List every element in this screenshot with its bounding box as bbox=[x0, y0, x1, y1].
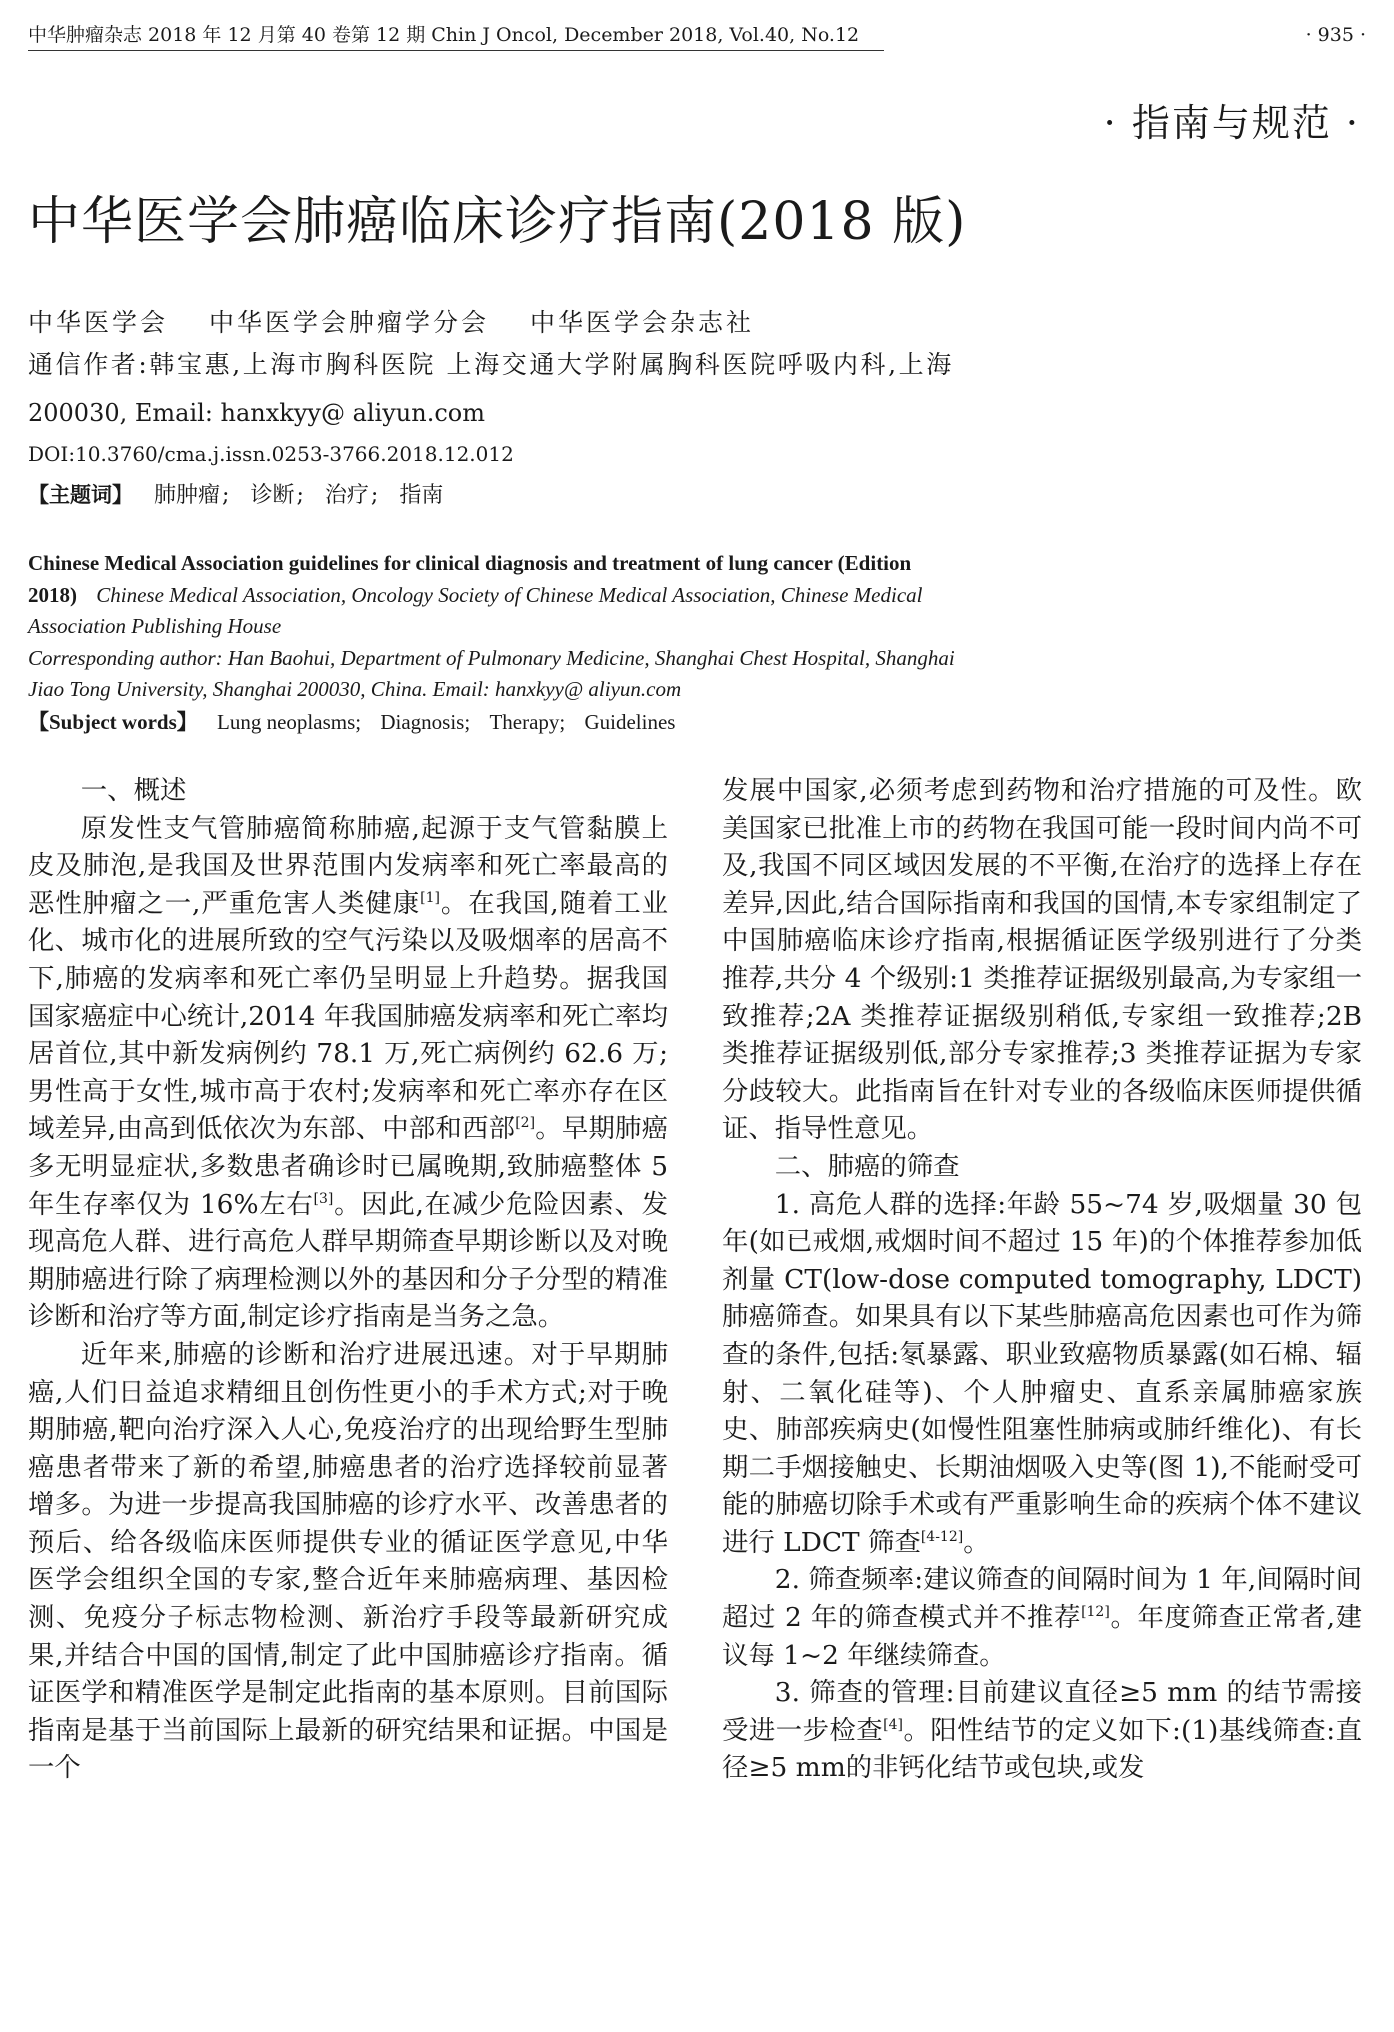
english-corr-line-2: Jiao Tong University, Shanghai 200030, China. Email: hanxkyy@ aliyun.com bbox=[28, 677, 682, 701]
correspondence-line-2: 200030, Email: hanxkyy@ aliyun.com bbox=[28, 399, 485, 427]
citation: [3] bbox=[313, 1190, 334, 1207]
english-authors: Chinese Medical Association, Oncology Society of Chinese Medical Association, Chinese Medical bbox=[96, 583, 923, 607]
paragraph-screening-1: 1. 高危人群的选择:年龄 55~74 岁,吸烟量 30 包年(如已戒烟,戒烟时间不超过 15 年)的个体推荐参加低剂量 CT(low-dose computed tomography, LDCT)肺癌筛查。如果具有以下某些肺癌高危因素也可作为筛查的条件,包括:氡暴露、职业致癌物质暴露(如石棉、辐射、二氧化硅等)、个人肿瘤史、直系亲属肺癌家族史、肺部疾病史(如慢性阻塞性肺病或肺纤维化)、有长期二手烟接触史、长期油烟吸入史等(图 1),不能耐受可能的肺癌切除手术或有严重影响生命的疾病个体不建议进行 LDCT 筛查[4-12]。 bbox=[722, 1188, 1362, 1558]
section-tag: · 指南与规范 · bbox=[1103, 101, 1360, 145]
body-column-right bbox=[722, 772, 1362, 1787]
english-keywords bbox=[28, 707, 1118, 738]
article-title: 中华医学会肺癌临床诊疗指南(2018 版) bbox=[28, 192, 967, 252]
author-1: 中华医学会 bbox=[28, 308, 169, 337]
english-correspondence bbox=[28, 643, 1118, 705]
journal-citation: 中华肿瘤杂志 2018 年 12 月第 40 卷第 12 期 Chin J Oncol, December 2018, Vol.40, No.12 bbox=[28, 24, 860, 46]
english-title-cont bbox=[28, 580, 1118, 642]
header-divider bbox=[28, 50, 884, 51]
citation: [4-12] bbox=[920, 1529, 964, 1546]
author-2: 中华医学会肿瘤学分会 bbox=[208, 308, 489, 337]
keyword: 诊断 bbox=[250, 483, 295, 508]
citation: [12] bbox=[1081, 1604, 1110, 1621]
doi: DOI:10.3760/cma.j.issn.0253-3766.2018.12.012 bbox=[28, 442, 514, 466]
keywords-label: 【主题词】 bbox=[28, 483, 133, 507]
paragraph-overview-2: 近年来,肺癌的诊断和治疗进展迅速。对于早期肺癌,人们日益追求精细且创伤性更小的手术方式;对于晚期肺癌,靶向治疗深入人心,免疫治疗的出现给野生型肺癌患者带来了新的希望,肺癌患者的治疗选择较前显著增多。为进一步提高我国肺癌的诊疗水平、改善患者的预后、给各级临床医师提供专业的循证医学意见,中华医学会组织全国的专家,整合近年来肺癌病理、基因检测、免疫分子标志物检测、新治疗手段等最新研究成果,并结合中国的国情,制定了此中国肺癌诊疗指南。循证医学和精准医学是制定此指南的基本原则。目前国际指南是基于当前国际上最新的研究结果和证据。中国是一个 bbox=[28, 1338, 668, 1784]
body-column-left bbox=[28, 772, 668, 1787]
citation: [2] bbox=[515, 1115, 536, 1132]
citation: [1] bbox=[420, 889, 440, 906]
english-corr-line-1: Corresponding author: Han Baohui, Department of Pulmonary Medicine, Shanghai Chest Hospital, Shanghai bbox=[28, 646, 955, 670]
english-keyword: Guidelines bbox=[584, 710, 676, 734]
citation: [4] bbox=[883, 1717, 903, 1734]
section-heading-screening: 二、肺癌的筛查 bbox=[774, 1150, 960, 1182]
english-authors-cont: Association Publishing House bbox=[28, 614, 282, 638]
correspondence-line-1: 通信作者:韩宝惠,上海市胸科医院 上海交通大学附属胸科医院呼吸内科,上海 bbox=[28, 350, 954, 379]
author-list bbox=[28, 306, 1118, 340]
english-keyword: Lung neoplasms; bbox=[217, 710, 362, 734]
paragraph-screening-2: 2. 筛查频率:建议筛查的间隔时间为 1 年,间隔时间超过 2 年的筛查模式并不推荐[12]。年度筛查正常者,建议每 1~2 年继续筛查。 bbox=[722, 1564, 1362, 1671]
english-title: Chinese Medical Association guidelines for clinical diagnosis and treatment of lung cancer (Edition bbox=[28, 551, 912, 575]
keyword: 肺肿瘤 bbox=[154, 483, 221, 508]
page-number: · 935 · bbox=[1305, 24, 1366, 46]
english-keyword: Therapy; bbox=[489, 710, 566, 734]
paragraph-screening-3: 3. 筛查的管理:目前建议直径≥5 mm 的结节需接受进一步检查[4]。阳性结节的定义如下:(1)基线筛查:直径≥5 mm的非钙化结节或包块,或发 bbox=[722, 1677, 1362, 1784]
section-heading-overview: 一、概述 bbox=[80, 775, 187, 806]
english-keyword: Diagnosis; bbox=[380, 710, 471, 734]
author-3: 中华医学会杂志社 bbox=[529, 308, 754, 337]
keyword: 治疗 bbox=[324, 483, 369, 508]
paragraph-continued: 发展中国家,必须考虑到药物和治疗措施的可及性。欧美国家已批准上市的药物在我国可能一段时间内尚不可及,我国不同区域因发展的不平衡,在治疗的选择上存在差异,因此,结合国际指南和我国的国情,本专家组制定了中国肺癌临床诊疗指南,根据循证医学级别进行了分类推荐,共分 4 个级别:1 类推荐证据级别最高,为专家组一致推荐;2A 类推荐证据级别稍低,专家组一致推荐;2B 类推荐证据级别低,部分专家推荐;3 类推荐证据为专家分歧较大。此指南旨在针对专业的各级临床医师提供循证、指导性意见。 bbox=[722, 775, 1362, 1145]
keyword: 指南 bbox=[399, 483, 444, 508]
paragraph-overview-1: 原发性支气管肺癌简称肺癌,起源于支气管黏膜上皮及肺泡,是我国及世界范围内发病率和死亡率最高的恶性肿瘤之一,严重危害人类健康[1]。在我国,随着工业化、城市化的进展所致的空气污染以及吸烟率的居高不下,肺癌的发病率和死亡率仍呈明显上升趋势。据我国国家癌症中心统计,2014 年我国肺癌发病率和死亡率均居首位,其中新发病例约 78.1 万,死亡病例约 62.6 万;男性高于女性,城市高于农村;发病率和死亡率亦存在区域差异,由高到低依次为东部、中部和西部[2]。早期肺癌多无明显症状,多数患者确诊时已属晚期,致肺癌整体 5 年生存率仅为 16%左右[3]。因此,在减少危险因素、发现高危人群、进行高危人群早期筛查早期诊断以及对晚期肺癌进行除了病理检测以外的基因和分子分型的精准诊断和治疗等方面,制定诊疗指南是当务之急。 bbox=[28, 812, 669, 1333]
english-title-end: 2018) bbox=[28, 583, 77, 607]
keywords: 【主题词】 肺肿瘤; 诊断; 治疗; 指南 bbox=[28, 483, 444, 508]
english-keywords-label: 【Subject words】 bbox=[28, 710, 198, 734]
